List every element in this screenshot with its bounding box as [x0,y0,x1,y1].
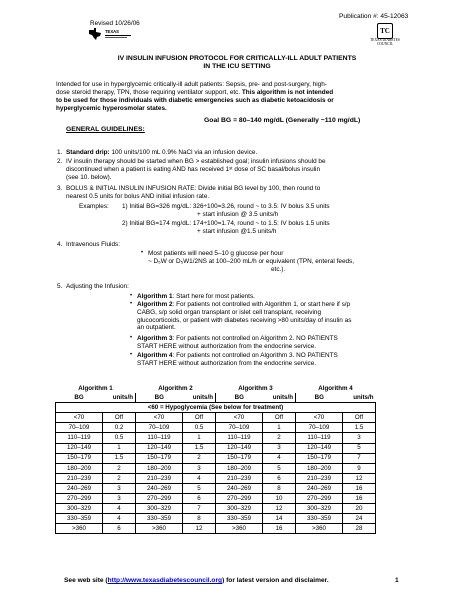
insulin-rate-cell: 3 [103,483,136,493]
insulin-rate-cell: 24 [343,514,376,524]
algorithm-3-line1: : For patients not controlled on Algorithm 2. NO PATIENTS [172,335,338,342]
algorithm-3-desc [130,335,407,351]
bg-range-cell: 300–329 [216,504,263,514]
table-row [56,413,376,423]
bg-range-cell: 110–119 [56,433,103,443]
algorithm-4-desc [130,352,407,368]
insulin-rate-cell: 2 [263,433,296,443]
table-column-header-row [56,393,376,403]
insulin-rate-cell: 1.5 [343,423,376,433]
bg-range-cell: >360 [136,524,183,534]
intro-line2 [56,89,416,97]
algorithm-table-wrap [55,384,376,534]
hypoglycemia-row [56,403,376,413]
algorithm-2-line4: an outpatient. [137,324,176,332]
insulin-rate-cell: 6 [263,473,296,483]
column-header-units: units/h [103,393,136,403]
bg-range-cell: 70–109 [296,423,343,433]
bg-range-cell: 300–329 [136,504,183,514]
page-title-line1: IV INSULIN INFUSION PROTOCOL FOR CRITICALLY-ILL ADULT PATIENTS [117,55,357,62]
bg-range-cell: 330–359 [296,514,343,524]
insulin-rate-cell: 3 [263,443,296,453]
guideline-1-text: 100 units/100 mL 0.9% NaCl via an infusion device. [109,149,258,156]
insulin-rate-cell: 1.5 [103,453,136,463]
bg-range-cell: 210–239 [136,473,183,483]
guideline-4-text: Intravenous Fluids: [66,241,120,248]
table-row [56,453,376,463]
fluids-line3: etc.). [271,265,286,273]
table-row [56,423,376,433]
bg-range-cell: 270–299 [216,494,263,504]
logo-rule-2 [105,37,127,38]
insulin-rate-cell: 6 [103,524,136,534]
guideline-3-line2: nearest 0.5 units for bolus AND initial infusion rate. [66,192,210,200]
algorithm-2-line2: CABG, s/p solid organ transplant or islet cell transplant, receiving [137,308,321,316]
bg-range-cell: 240–269 [296,483,343,493]
bg-range-cell: 120–149 [216,443,263,453]
bg-range-cell: 330–359 [136,514,183,524]
algorithm-1-text: : Start here for most patients. [172,293,255,300]
algorithm-3-label: Algorithm 3 [137,335,173,342]
insulin-rate-cell: 14 [263,514,296,524]
insulin-rate-cell: Off [263,413,296,423]
hypoglycemia-note: <60 = Hypoglycemia (See below for treatment) [56,403,376,413]
insulin-rate-cell: 2 [183,453,216,463]
algorithm-1-label: Algorithm 1 [137,293,173,300]
example-1: 1) Initial BG=326 mg/dL: 326÷100=3.26, round ~ to 3.5: IV bolus 3.5 units [122,203,330,210]
bg-range-cell: 110–119 [136,433,183,443]
table-row [56,494,376,504]
insulin-rate-cell: 2 [103,463,136,473]
fluids-line1: Most patients will need 5–10 g glucose per hour [148,250,284,257]
bg-range-cell: >360 [216,524,263,534]
insulin-rate-cell: 9 [343,463,376,473]
intro-line2-bold: This algorithm is not intended [241,89,334,96]
insulin-rate-cell: 4 [103,514,136,524]
bg-range-cell: 300–329 [296,504,343,514]
guideline-3-number: 3. [57,185,63,192]
bg-range-cell: 270–299 [136,494,183,504]
bg-range-cell: 180–209 [296,463,343,473]
right-logo [369,23,401,47]
insulin-rate-cell: 8 [183,514,216,524]
page-title-line2: IN THE ICU SETTING [203,63,271,70]
intro-line3: to be used for those individuals with diabetic emergencies such as diabetic ketoacidosis or [56,97,334,104]
table-row [56,483,376,493]
fluids-line2: ~ D₅W or D₅W1/2NS at 100–200 mL/h or equivalent (TPN, enteral feeds, [148,257,355,265]
guideline-2-line3: (see 10. below). [66,173,112,181]
table-header-algorithm-4: Algorithm 4 [318,384,353,392]
bg-range-cell: 70–109 [56,423,103,433]
insulin-rate-cell: 7 [183,504,216,514]
insulin-rate-cell: 5 [263,463,296,473]
table-body [56,413,376,534]
insulin-rate-cell: 3 [183,463,216,473]
bg-range-cell: 150–179 [56,453,103,463]
guideline-5-text: Adjusting the Infusion: [66,283,129,290]
bg-range-cell: 180–209 [136,463,183,473]
table-row [56,524,376,534]
guideline-1-label: Standard drip: [66,149,110,156]
algorithm-2-line1: : For patients not controlled with Algorithm 1, or start here if s/p [172,301,351,308]
algorithm-table [55,384,376,534]
bg-range-cell: 240–269 [136,483,183,493]
bg-range-cell: 120–149 [56,443,103,453]
insulin-rate-cell: 4 [183,473,216,483]
bg-range-cell: 120–149 [296,443,343,453]
bg-range-cell: 150–179 [136,453,183,463]
table-row [56,463,376,473]
bg-range-cell: 210–239 [56,473,103,483]
revised-date: Revised 10/26/06 [90,20,140,27]
insulin-rate-cell: Off [183,413,216,423]
logo-rule [105,35,131,36]
example-2: 2) Initial BG=174 mg/dL: 174÷100=1.74, round ~ to 1.5: IV bolus 1.5 units [122,220,330,227]
bg-range-cell: 180–209 [216,463,263,473]
guideline-2-line2: discontinued when a patient is eating AND has received 1ˢᵗ dose of SC basal/bolus insulin [66,165,321,173]
algorithm-4-line2: START HERE without authorization from the endocrine service. [137,359,317,367]
insulin-rate-cell: 8 [263,483,296,493]
bg-range-cell: 300–329 [56,504,103,514]
insulin-rate-cell: 28 [343,524,376,534]
bg-range-cell: 180–209 [56,463,103,473]
insulin-rate-cell: 3 [343,433,376,443]
example-2-infusion: + start infusion @1.5 units/h [197,228,277,235]
bg-range-cell: 240–269 [56,483,103,493]
column-header-bg: BG [136,393,183,403]
insulin-rate-cell: 7 [343,453,376,463]
insulin-rate-cell: 1 [263,423,296,433]
table-header-algorithm-3: Algorithm 3 [238,384,273,392]
algorithm-2-label: Algorithm 2 [137,301,173,308]
footer-prefix: See web site ( [64,577,108,584]
intro-line2-text: dose steroid therapy, TPN, those requiring ventilator support, etc. [56,89,242,96]
algorithm-1-desc [130,293,407,301]
intro-line1: Intended for use in hyperglycemic critically-ill adult patients: Sepsis, pre- and post-surgery, high- [56,81,327,88]
example-1-infusion: + start infusion @ 3.5 units/h [197,211,279,218]
column-header-bg: BG [296,393,343,403]
bullet-icon: • [130,301,133,307]
insulin-rate-cell: 3 [103,494,136,504]
column-header-bg: BG [216,393,263,403]
bg-range-cell: >360 [56,524,103,534]
left-logo-text: TEXAS [105,28,119,34]
insulin-rate-cell: 12 [263,504,296,514]
column-header-units: units/h [263,393,296,403]
fluids-bullet [141,250,408,273]
bg-range-cell: 270–299 [296,494,343,504]
insulin-rate-cell: 1 [183,433,216,443]
guideline-1-number: 1. [57,149,63,156]
council-caption: TEXAS DIABETES COUNCIL [370,38,400,46]
bg-range-cell: 70–109 [216,423,263,433]
table-header-algorithm-2: Algorithm 2 [158,384,193,392]
insulin-rate-cell: 4 [103,504,136,514]
bg-range-cell: 240–269 [216,483,263,493]
guideline-4 [57,241,408,249]
bg-range-cell: 70–109 [136,423,183,433]
council-seal: TC [377,23,393,39]
algorithm-3-line2: START HERE without authorization from the endocrine service. [137,342,317,350]
bg-range-cell: 150–179 [296,453,343,463]
guideline-2-line1: IV insulin therapy should be started when BG > established goal; insulin infusions should be [66,158,326,165]
algorithm-2-line3: glucocorticoids, or patient with diabetes receiving >80 units/day of insulin as [137,316,352,324]
table-header-algorithm-1: Algorithm 1 [78,384,113,392]
footer-text [64,577,329,585]
bullet-icon: • [141,250,144,256]
bg-range-cell: <70 [56,413,103,423]
bg-range-cell: 110–119 [296,433,343,443]
bg-range-cell: >360 [296,524,343,534]
guideline-2-number: 2. [57,158,63,165]
insulin-rate-cell: 16 [263,524,296,534]
insulin-rate-cell: 5 [343,443,376,453]
goal-bg: Goal BG = 80–140 mg/dL (Generally ~110 mg/dL) [204,117,361,124]
bg-range-cell: <70 [216,413,263,423]
insulin-rate-cell: 12 [343,473,376,483]
insulin-rate-cell: 0.2 [103,423,136,433]
table-algorithm-header-row [56,384,376,393]
insulin-rate-cell: 12 [183,524,216,534]
algorithm-2-desc [130,301,407,332]
insulin-rate-cell: 0.5 [183,423,216,433]
column-header-units: units/h [343,393,376,403]
intro-line4: hyperglycemic hyperosmolar states. [56,105,167,112]
guideline-4-number: 4. [57,241,63,248]
bg-range-cell: 110–119 [216,433,263,443]
insulin-rate-cell: 5 [183,483,216,493]
examples-label: Examples: [79,203,109,210]
insulin-rate-cell: 1 [103,443,136,453]
guideline-2 [57,158,408,181]
insulin-rate-cell: Off [343,413,376,423]
insulin-rate-cell: Off [103,413,136,423]
insulin-rate-cell: 20 [343,504,376,514]
bullet-icon: • [130,293,133,299]
bullet-icon: • [130,352,133,358]
insulin-rate-cell: 2 [103,473,136,483]
table-row [56,433,376,443]
footer-suffix: ) for latest version and disclaimer. [222,577,329,584]
guideline-3 [57,185,408,201]
guideline-3-line1: BOLUS & INITIAL INSULIN INFUSION RATE: Divide initial BG level by 100, then round to [66,185,321,192]
algorithm-4-line1: : For patients not controlled on Algorithm 3. NO PATIENTS [172,352,338,359]
bg-range-cell: 330–359 [56,514,103,524]
column-header-bg: BG [56,393,103,403]
texas-map-icon [88,28,102,40]
publication-number: Publication #: 45-12063 [339,13,409,20]
insulin-rate-cell: 16 [343,494,376,504]
bg-range-cell: 120–149 [136,443,183,453]
website-link[interactable]: http://www.texasdiabetescouncil.org [107,577,223,584]
guideline-5-number: 5. [57,283,63,290]
guideline-5 [57,283,408,291]
bg-range-cell: 210–239 [216,473,263,483]
guideline-1 [57,149,408,157]
page-number: 1 [395,577,399,584]
column-header-units: units/h [183,393,216,403]
bullet-icon: • [130,335,133,341]
table-row [56,514,376,524]
table-row [56,443,376,453]
bg-range-cell: 210–239 [296,473,343,483]
insulin-rate-cell: 6 [183,494,216,504]
insulin-rate-cell: 10 [263,494,296,504]
table-row [56,504,376,514]
bg-range-cell: <70 [296,413,343,423]
general-guidelines-heading: GENERAL GUIDELINES: [66,126,145,133]
insulin-rate-cell: 0.5 [103,433,136,443]
table-row [56,473,376,483]
insulin-rate-cell: 1.5 [183,443,216,453]
bg-range-cell: 330–359 [216,514,263,524]
insulin-rate-cell: 16 [343,483,376,493]
insulin-rate-cell: 4 [263,453,296,463]
bg-range-cell: 150–179 [216,453,263,463]
bg-range-cell: <70 [136,413,183,423]
left-logo [88,28,131,40]
algorithm-4-label: Algorithm 4 [137,352,173,359]
bg-range-cell: 270–299 [56,494,103,504]
